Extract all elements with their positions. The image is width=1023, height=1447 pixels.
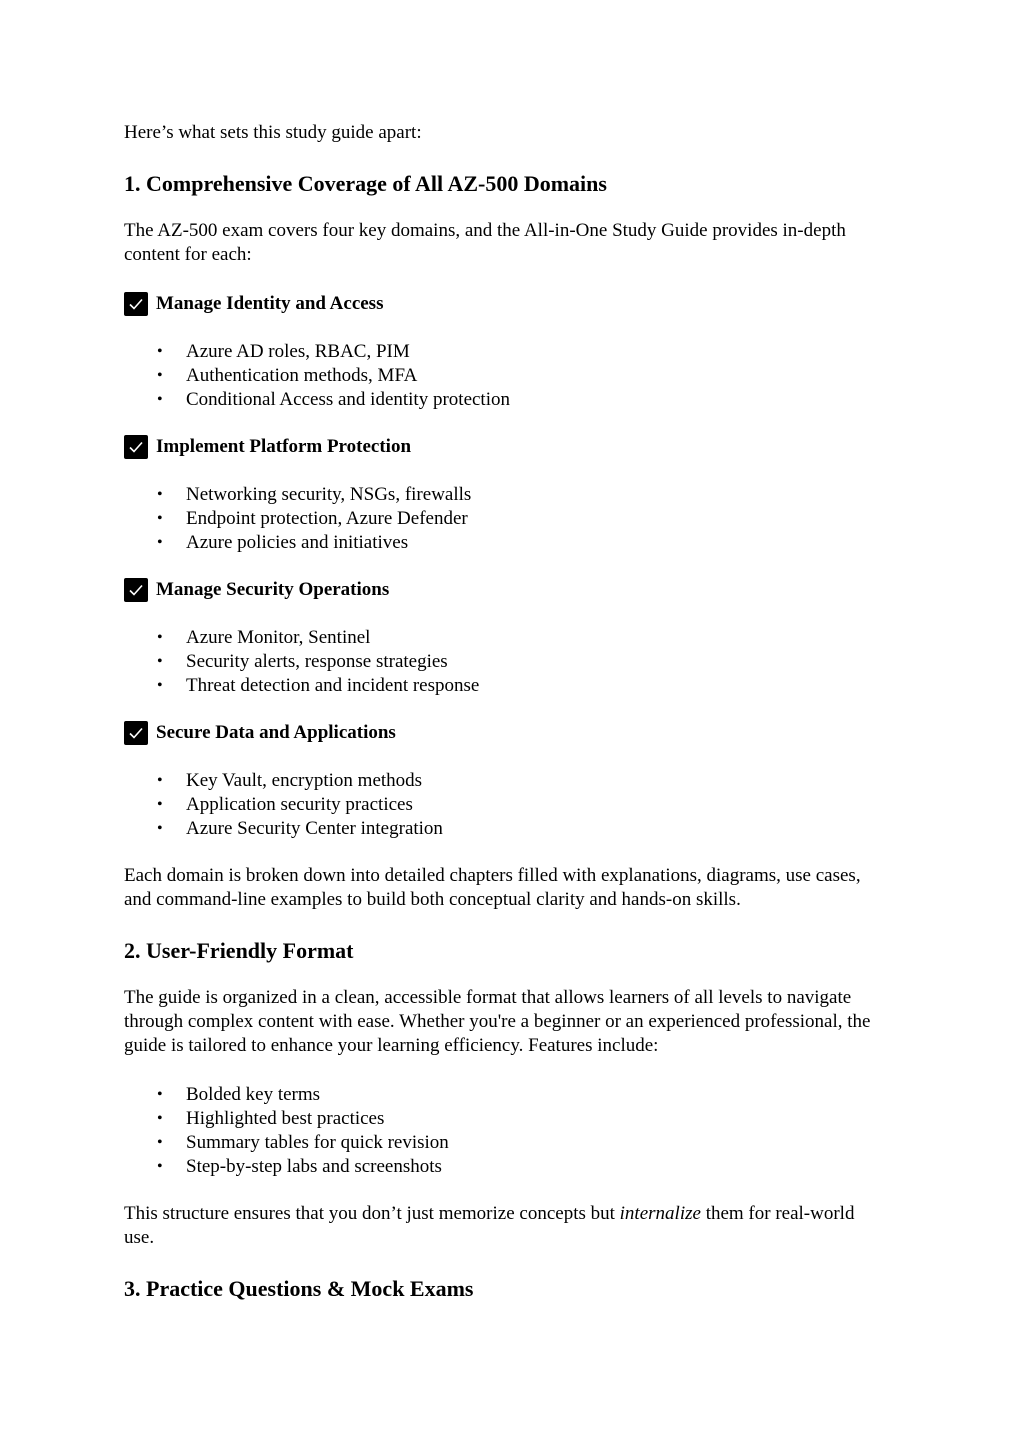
domain-heading (124, 578, 884, 602)
check-mark-icon (124, 721, 148, 745)
section-1-paragraph: The AZ-500 exam covers four key domains, and the All-in-One Study Guide provides in-depth content for each: (124, 220, 846, 265)
section-1-closing: Each domain is broken down into detailed chapters filled with explanations, diagrams, use cases, and command-line examples to build both conceptual clarity and hands-on skills. (124, 865, 861, 910)
domain-topic-list (124, 626, 884, 698)
section-2-heading: 2. User-Friendly Format (124, 938, 354, 963)
check-mark-icon (124, 578, 148, 602)
list-item: • Azure AD roles, RBAC, PIM (124, 340, 884, 364)
document-page (124, 121, 884, 1303)
section-1-heading: 1. Comprehensive Coverage of All AZ-500 Domains (124, 171, 607, 196)
list-item: • Azure Security Center integration (124, 817, 884, 841)
domain-title: Implement Platform Protection (156, 436, 412, 457)
domain-topic-list (124, 483, 884, 555)
list-item: • Security alerts, response strategies (124, 650, 884, 674)
list-item: • Step-by-step labs and screenshots (124, 1155, 884, 1179)
features-list (124, 1083, 884, 1179)
closing-text-end: them for real-world use. (124, 1203, 855, 1248)
list-item: • Highlighted best practices (124, 1107, 884, 1131)
list-item: • Endpoint protection, Azure Defender (124, 507, 884, 531)
list-item: • Azure Monitor, Sentinel (124, 626, 884, 650)
list-item: • Azure policies and initiatives (124, 531, 884, 555)
check-mark-icon (124, 435, 148, 459)
section-3-heading: 3. Practice Questions & Mock Exams (124, 1276, 474, 1301)
list-item: • Conditional Access and identity protection (124, 388, 884, 412)
domain-title: Secure Data and Applications (156, 722, 396, 743)
list-item: • Authentication methods, MFA (124, 364, 884, 388)
domain-heading (124, 721, 884, 745)
list-item: • Key Vault, encryption methods (124, 769, 884, 793)
section-2-paragraph: The guide is organized in a clean, accessible format that allows learners of all levels to navigate through complex content with ease. Whether you're a beginner or an experienced professional, the guide is tailored to enhance your learning efficiency. Features include: (124, 987, 871, 1056)
list-item: • Application security practices (124, 793, 884, 817)
check-mark-icon (124, 292, 148, 316)
domain-title: Manage Identity and Access (156, 293, 384, 314)
closing-text-start: This structure ensures that you don’t just memorize concepts but (124, 1203, 620, 1224)
list-item: • Networking security, NSGs, firewalls (124, 483, 884, 507)
domain-heading (124, 292, 884, 316)
domain-topic-list (124, 769, 884, 841)
list-item: • Bolded key terms (124, 1083, 884, 1107)
emphasized-word: internalize (619, 1203, 701, 1224)
list-item: • Summary tables for quick revision (124, 1131, 884, 1155)
domain-heading (124, 435, 884, 459)
list-item: • Threat detection and incident response (124, 674, 884, 698)
domain-topic-list (124, 340, 884, 412)
intro-text: Here’s what sets this study guide apart: (124, 122, 422, 143)
domain-title: Manage Security Operations (156, 579, 390, 600)
section-2-closing (124, 1202, 884, 1250)
